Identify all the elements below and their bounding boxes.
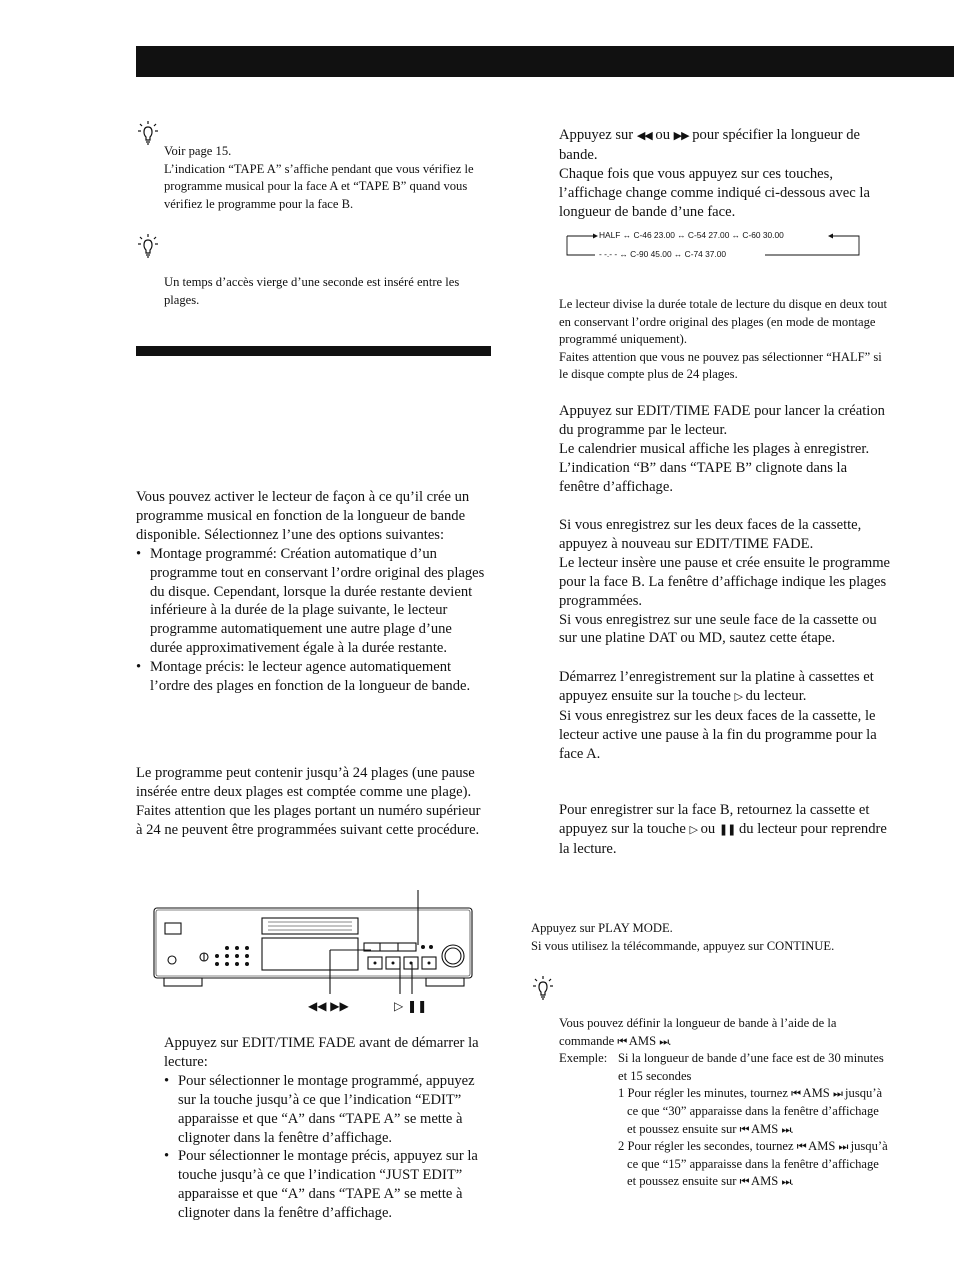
next-track-icon: ⏭: [659, 1034, 669, 1048]
example-text: Si la longueur de bande d’une face est de 30 minutes et 15 secondes: [618, 1051, 884, 1083]
next-track-icon: ⏭: [781, 1175, 791, 1189]
lightbulb-icon: [137, 120, 159, 146]
step-5-a: Démarrez l’enregistrement sur la platine à cassettes et appuyez ensuite sur la touche ▷ du lecteur.: [559, 669, 874, 704]
step-3-b: Le calendrier musical affiche les plages à enregistrer. L’indication “B” dans “TAPE B” clignote dans la fenêtre d’affichage.: [559, 440, 870, 495]
next-track-icon: ⏭: [781, 1122, 791, 1136]
play-icon: ▷: [734, 689, 742, 703]
limit-text-2: Faites attention que les plages portant un numéro supérieur à 24 ne peuvent être programmées suivant cette procédure.: [136, 802, 481, 838]
header-bar: [136, 46, 954, 77]
half-note: [559, 296, 889, 384]
option-programmed-edit: • Montage programmé: Création automatique d’un programme tout en conservant l’ordre original des plages du disque. Cependant, lorsque la durée restante devient inférieure à la durée de la plage suivante, le lecteur programme automatiquement une autre plage d’une durée approximativement égale à la durée restante.: [136, 545, 486, 658]
example-body: [618, 1050, 889, 1191]
step-4-b: Le lecteur insère une pause et crée ensuite le programme pour la face B. La fenêtre d’affichage indique les plages programmées.: [559, 554, 891, 609]
fast-forward-icon: ▶▶: [673, 129, 689, 142]
play-icon: ▷: [689, 822, 697, 836]
tip-blank-access: Un temps d’accès vierge d’une seconde est inséré entre les plages.: [164, 275, 460, 307]
half-note-2: Faites attention que vous ne pouvez pas sélectionner “HALF” si le disque compte plus de 24 plages.: [559, 349, 882, 382]
tape-cycle-row-2: - -.- - ↔ C-90 45.00 ↔ C-74 37.00: [599, 249, 727, 259]
example-step-2: 2 Pour régler les secondes, tournez ⏮ AMS ⏭ jusqu’à ce que “15” apparaisse dans la fenêtre d’affichage et poussez ensuite sur ⏮ AMS ⏭.: [618, 1139, 888, 1189]
rewind-icon: ◀◀: [636, 129, 652, 142]
intro-text: Vous pouvez activer le lecteur de façon à ce qu’il crée un programme musical en fonction de la longueur de bande disponible. Sélectionnez l’une des options suivantes:: [136, 489, 470, 543]
step-5-block: [559, 668, 891, 764]
step-4-block: [559, 516, 891, 648]
example-label: Exemple:: [559, 1051, 608, 1066]
play-pause-label: ▷ ❚❚: [394, 999, 428, 1013]
prev-track-icon: ⏮: [739, 1122, 749, 1136]
prev-track-icon: ⏮: [796, 1140, 806, 1154]
prev-track-icon: ⏮: [739, 1175, 749, 1189]
tip-note-1: [164, 143, 484, 213]
step-6: Pour enregistrer sur la face B, retournez la cassette et appuyez sur la touche ▷ ou ❚❚ du lecteur pour reprendre la lecture.: [559, 802, 887, 857]
cancel-text-1: Appuyez sur PLAY MODE.: [531, 921, 673, 935]
cd-player-illustration: [150, 890, 480, 1015]
tip-see-page: Voir page 15.: [164, 144, 232, 158]
step-6-block: [559, 801, 891, 859]
step-1-programmed: • Pour sélectionner le montage programmé, appuyez sur la touche jusqu’à ce que l’indication “EDIT” apparaisse et que “A” dans “TAPE A” se mette à clignoter dans la fenêtre d’affichage.: [164, 1072, 494, 1148]
cancel-text-2: Si vous utilisez la télécommande, appuyez sur CONTINUE.: [531, 938, 835, 953]
section-bar: [136, 346, 491, 356]
step-3-block: [559, 402, 889, 497]
tip-3-line: Vous pouvez définir la longueur de bande à l’aide de la commande ⏮ AMS ⏭.: [559, 1016, 837, 1048]
tip-tape-indication: L’indication “TAPE A” s’affiche pendant que vous vérifiez le programme musical pour la face A et “TAPE B” quand vous vérifiez le programme pour la face B.: [164, 161, 474, 211]
option-list: [136, 545, 486, 696]
step-4-a: Si vous enregistrez sur les deux faces de la cassette, appuyez à nouveau sur EDIT/TIME FADE.: [559, 517, 862, 552]
lightbulb-icon: [137, 233, 159, 259]
step-1-just-edit: • Pour sélectionner le montage précis, appuyez sur la touche jusqu’à ce que l’indication “JUST EDIT” apparaisse et que “A” dans “TAPE A” se mette à clignoter dans la fenêtre d’affichage.: [164, 1147, 494, 1223]
step-5-c: Si vous enregistrez sur les deux faces de la cassette, le lecteur active une pause à la fin du programme pour la face A.: [559, 707, 877, 762]
next-track-icon: ⏭: [838, 1140, 848, 1154]
limit-block: [136, 764, 486, 840]
example-block: [559, 1050, 889, 1191]
cancel-block: [531, 920, 911, 955]
tape-length-cycle: [565, 227, 865, 263]
step-2-detail: Chaque fois que vous appuyez sur ces touches, l’affichage change comme indiqué ci-dessous avec la longueur de bande d’une face.: [559, 165, 870, 220]
rewind-ff-label: ◀◀ ▶▶: [308, 999, 349, 1013]
step-2-block: [559, 126, 889, 222]
tape-cycle-row-1: HALF ↔ C-46 23.00 ↔ C-54 27.00 ↔ C-60 30.00: [599, 230, 784, 240]
lightbulb-icon: [532, 975, 554, 1001]
option-just-edit: • Montage précis: le lecteur agence automatiquement l’ordre des plages en fonction de la longueur de bande.: [136, 658, 486, 696]
step-1-options: [164, 1072, 494, 1223]
step-4-c: Si vous enregistrez sur une seule face de la cassette ou sur une platine DAT ou MD, sautez cette étape.: [559, 611, 877, 647]
step-2-instruction: Appuyez sur ◀◀ ou ▶▶ pour spécifier la longueur de bande.: [559, 127, 860, 163]
step-1-block: [164, 1034, 494, 1223]
tip-note-3: [559, 1015, 889, 1191]
intro-block: [136, 488, 486, 696]
tip-note-2: [164, 274, 484, 309]
next-track-icon: ⏭: [832, 1087, 842, 1101]
step-3-a: Appuyez sur EDIT/TIME FADE pour lancer la création du programme par le lecteur.: [559, 403, 885, 438]
limit-text-1: Le programme peut contenir jusqu’à 24 plages (une pause insérée entre deux plages est comptée comme une plage).: [136, 765, 475, 800]
prev-track-icon: ⏮: [617, 1034, 627, 1048]
example-step-1: 1 Pour régler les minutes, tournez ⏮ AMS ⏭ jusqu’à ce que “30” apparaisse dans la fenêtre d’affichage et poussez ensuite sur ⏮ AMS ⏭.: [618, 1086, 883, 1136]
step-1-intro: Appuyez sur EDIT/TIME FADE avant de démarrer la lecture:: [164, 1035, 479, 1070]
prev-track-icon: ⏮: [791, 1087, 801, 1101]
pause-icon: ❚❚: [718, 822, 736, 836]
half-note-1: Le lecteur divise la durée totale de lecture du disque en deux tout en conservant l’ordre original des plages (en mode de montage programmé uniquement).: [559, 297, 888, 347]
